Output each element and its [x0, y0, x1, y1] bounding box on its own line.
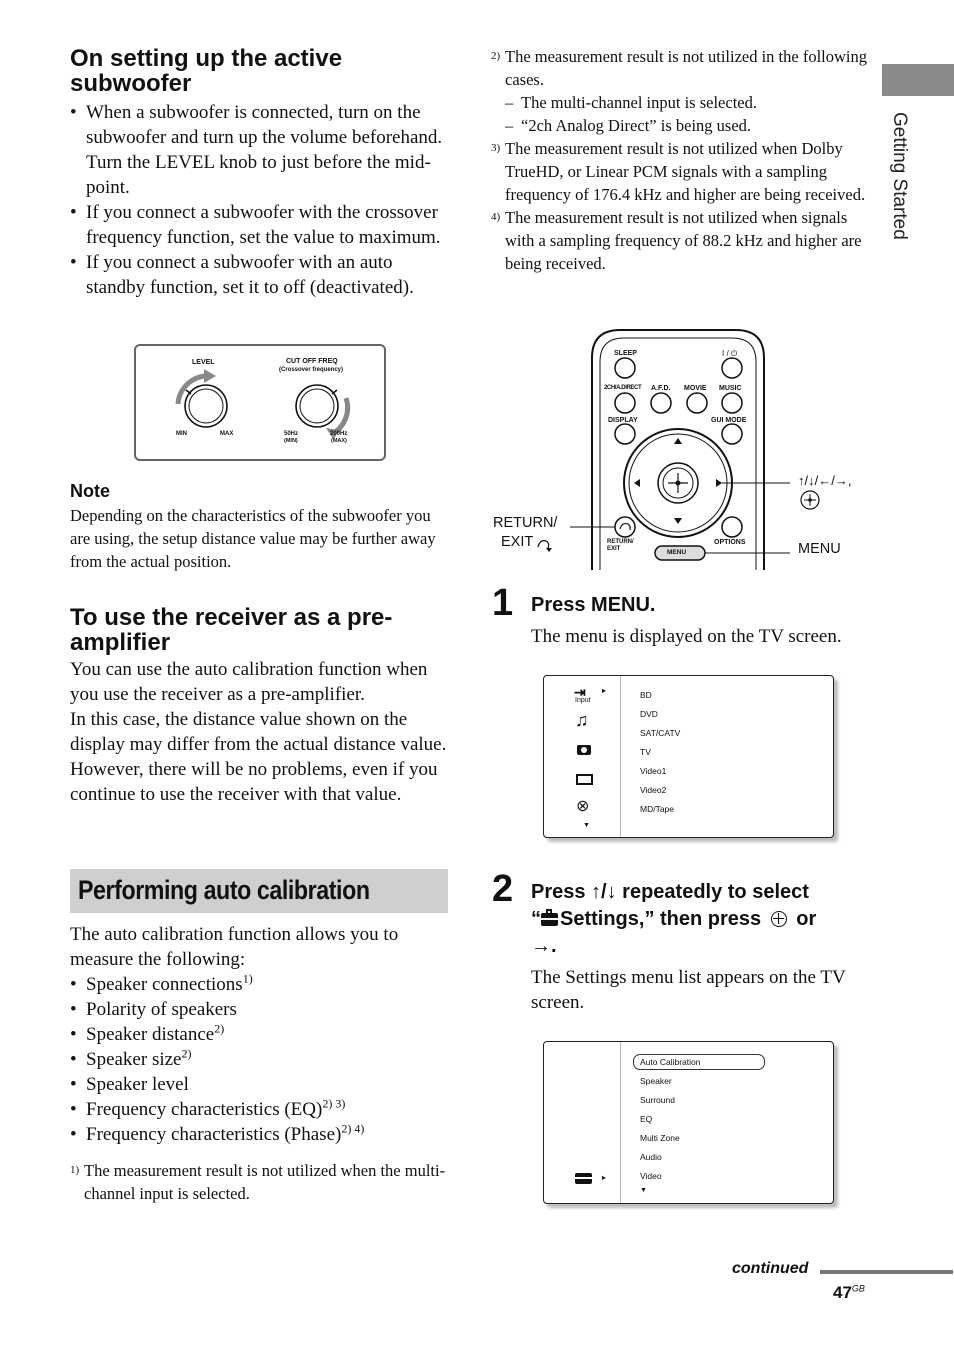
step-2-heading [531, 879, 881, 960]
menu-pointer-icon: ▸ [602, 686, 607, 695]
title-line: On setting up the active [70, 45, 343, 72]
item-footnote-ref: 2) [214, 1021, 225, 1036]
level-label: LEVEL [192, 359, 215, 366]
item-footnote-ref: 2) 4) [341, 1121, 365, 1136]
heading-text: “ [531, 908, 541, 930]
dash-text: “2ch Analog Direct” is being used. [521, 116, 752, 135]
footnote-mark: 4) [491, 211, 501, 223]
input-label: Input [575, 697, 591, 704]
item-text: Speaker connections [86, 974, 243, 995]
footnote-4 [491, 206, 869, 275]
heading-text: or [796, 908, 817, 930]
side-tab-marker [882, 64, 954, 96]
footnote-2 [491, 45, 869, 91]
max-label: MAX [220, 431, 234, 437]
remote-label-display: DISPLAY [608, 417, 638, 424]
calibration-intro: The auto calibration function allows you to measure the following: [70, 924, 399, 970]
menu-item[interactable]: Audio [640, 1152, 662, 1162]
calibration-intro-block [70, 922, 450, 1205]
item-footnote-ref: 2) 3) [322, 1096, 346, 1111]
banner-title: Performing auto calibration [78, 875, 370, 905]
hz200-label: 200Hz [330, 431, 348, 437]
list-item [70, 1047, 450, 1072]
continued-label: continued [732, 1260, 809, 1277]
list-item [70, 1097, 450, 1122]
title-line: amplifier [70, 629, 171, 656]
page-number-value: 47 [833, 1283, 852, 1302]
subwoofer-bullets [70, 100, 450, 300]
step-1-number: 1 [492, 582, 514, 624]
footnote-mark: 1) [70, 1164, 80, 1176]
scroll-down-icon: ▼ [583, 822, 590, 829]
music-icon: ♫ [575, 710, 589, 730]
item-text: Speaker distance [86, 1024, 215, 1045]
item-text: Polarity of speakers [86, 999, 237, 1020]
hz50-sublabel: (MIN) [284, 438, 298, 444]
menu-item[interactable]: Surround [640, 1095, 675, 1105]
remote-drawing [490, 328, 870, 570]
remote-label-power: I / ⏻ [722, 349, 738, 358]
remote-illustration [490, 328, 870, 570]
list-item [70, 972, 450, 997]
step-2-number: 2 [492, 868, 514, 910]
list-item: • If you connect a subwoofer with an auto standby function, set it to off (deactivated). [70, 250, 450, 300]
list-item [70, 997, 450, 1022]
cutoff-label: CUT OFF FREQ [286, 358, 338, 365]
list-item: • If you connect a subwoofer with the crossover frequency function, set the value to maximum. [70, 200, 450, 250]
camera-icon [577, 745, 591, 755]
preamp-para-1: You can use the auto calibration function when you use the receiver as a pre-amplifier. [70, 659, 428, 705]
menu-icon-column [544, 1042, 621, 1203]
remote-label-return-exit: RETURN/ EXIT [607, 539, 634, 552]
item-text: Frequency characteristics (EQ) [86, 1099, 323, 1120]
note-text: Depending on the characteristics of the subwoofer you are using, the setup distance value may be further away from the actual position. [70, 506, 436, 571]
menu-item[interactable]: BD [640, 690, 652, 700]
item-text: Speaker level [86, 1074, 189, 1095]
callout-arrow-buttons: ↑/↓/←/→, [798, 473, 852, 488]
footnote-1 [70, 1159, 450, 1205]
list-item [70, 1022, 450, 1047]
menu-item[interactable]: Video2 [640, 785, 667, 795]
heading-text: Settings,” then press [560, 908, 762, 930]
step-2-text: The Settings menu list appears on the TV screen. [531, 967, 846, 1013]
tv-menu-settings [543, 1041, 834, 1204]
footnote-text: The measurement result is not utilized when signals with a sampling frequency of 88.2 kHz and higher are being received. [505, 208, 862, 273]
right-footnotes [491, 45, 869, 275]
toolbox-icon [541, 913, 558, 926]
item-footnote-ref: 2) [181, 1046, 192, 1061]
film-icon [576, 774, 593, 785]
enter-button-icon [771, 911, 787, 927]
continued-bar [820, 1270, 953, 1274]
remote-label-sleep: SLEEP [614, 350, 637, 357]
remote-label-options: OPTIONS [714, 539, 746, 546]
step-1-heading: Press MENU. [531, 594, 656, 616]
note-block [70, 480, 450, 573]
menu-item[interactable]: SAT/CATV [640, 728, 681, 738]
heading-line: Press ↑/↓ repeatedly to select [531, 881, 809, 903]
footnote-text: The measurement result is not utilized in the following cases. [505, 47, 868, 89]
footnote-text: The measurement result is not utilized when Dolby TrueHD, or Linear PCM signals with a sampling frequency of 176.4 kHz and higher are being received. [505, 139, 866, 204]
footnote-2-dash-2: – “2ch Analog Direct” is being used. [505, 116, 752, 135]
input-icon: ⇥ [574, 684, 586, 700]
calibration-items [70, 972, 450, 1147]
subwoofer-knob-diagram [134, 344, 386, 461]
menu-item[interactable]: MD/Tape [640, 804, 675, 814]
section-title-subwoofer [70, 46, 450, 96]
menu-item[interactable]: TV [640, 747, 651, 757]
menu-item[interactable]: EQ [640, 1114, 653, 1124]
side-tab-text: Getting Started [889, 112, 910, 240]
footnote-mark: 2) [491, 50, 501, 62]
hz50-label: 50Hz [284, 431, 299, 437]
menu-item[interactable]: Video1 [640, 766, 667, 776]
title-line: subwoofer [70, 70, 192, 97]
page-number [833, 1283, 865, 1303]
footnote-2-dash-1: – The multi-channel input is selected. [505, 93, 757, 112]
tv-menu-input [543, 675, 834, 838]
menu-item[interactable]: Multi Zone [640, 1133, 680, 1143]
footnote-3 [491, 137, 869, 206]
heading-line: →. [531, 935, 557, 957]
scroll-down-icon: ▼ [640, 1187, 647, 1194]
menu-icon-column [544, 676, 621, 837]
menu-item-selected[interactable]: Auto Calibration [640, 1057, 701, 1067]
item-text: Speaker size [86, 1049, 182, 1070]
menu-pointer-icon: ▸ [602, 1173, 607, 1182]
callout-return-line2: EXIT [501, 534, 534, 550]
section-banner [70, 869, 448, 913]
callout-return-line1: RETURN/ [493, 515, 558, 531]
item-footnote-ref: 1) [242, 971, 253, 986]
footnote-text: The measurement result is not utilized when the multi-channel input is selected. [84, 1161, 446, 1203]
preamp-para-2: In this case, the distance value shown on the display may differ from the actual distance value. However, there will be no problems, even if you continue to use the receiver with that value. [70, 709, 447, 805]
callout-menu: MENU [798, 541, 841, 557]
footnote-mark: 3) [491, 142, 501, 154]
toolbox-icon [575, 1173, 592, 1184]
remote-menu-button[interactable]: MENU [667, 549, 687, 556]
menu-item[interactable]: Video [640, 1171, 662, 1181]
menu-item[interactable]: DVD [640, 709, 658, 719]
min-label: MIN [176, 431, 187, 437]
list-item [70, 1122, 450, 1147]
note-title: Note [70, 481, 110, 501]
list-item: • When a subwoofer is connected, turn on the subwoofer and turn up the volume beforehand. Turn the LEVEL knob to just before the mid-point. [70, 100, 450, 200]
cutoff-sublabel: (Crossover frequency) [279, 367, 344, 373]
list-item [70, 1072, 450, 1097]
side-tab-label [880, 112, 920, 272]
preamp-section [70, 605, 450, 807]
remote-label-afd: A.F.D. [651, 385, 671, 392]
left-column [70, 46, 450, 300]
section-title-preamp [70, 605, 450, 655]
remote-label-movie: MOVIE [684, 385, 707, 392]
remote-label-music: MUSIC [719, 385, 742, 392]
step-1-text: The menu is displayed on the TV screen. [531, 626, 842, 647]
remote-label-direct: 2CH/A.DIRECT [604, 385, 642, 391]
hz200-sublabel: (MAX) [331, 438, 347, 444]
page-number-suffix: GB [851, 1283, 865, 1294]
disc-icon: ⊗ [576, 798, 590, 815]
dash-text: The multi-channel input is selected. [521, 93, 757, 112]
remote-label-gui-mode: GUI MODE [711, 417, 747, 424]
menu-item[interactable]: Speaker [640, 1076, 672, 1086]
heading-line [531, 906, 881, 933]
item-text: Frequency characteristics (Phase) [86, 1124, 342, 1145]
title-line: To use the receiver as a pre- [70, 604, 393, 631]
